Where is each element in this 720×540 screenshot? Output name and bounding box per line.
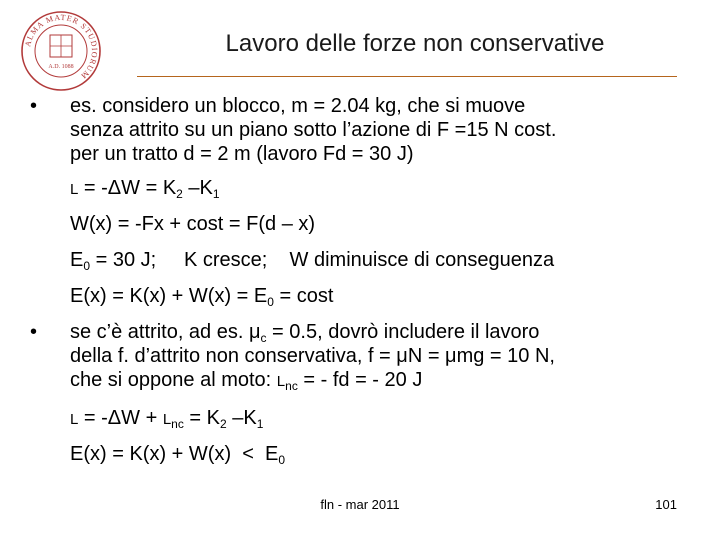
equation-potential: W(x) = -Fx + cost = F(d – x) [70,213,316,235]
bullet-marker: • [30,95,38,117]
title-divider [137,76,677,77]
equation-energy-initial: $E_0 = 30$ J; K cresce; W diminuisce di conseguenza [70,249,555,273]
bullet-2-line-2: della f. d’attrito non conservativa, f = μN = μmg = 10 N, [70,345,555,367]
slide-title: Lavoro delle forze non conservative [225,30,605,57]
equation-energy-decrease: $E(x) = K(x) + W(x) < E_0$ [70,443,286,467]
footer-text: fln - mar 2011 [320,497,400,512]
equation-work-energy: $L = -\Delta W = K_2$ $-K_1$ [70,177,220,201]
equation-work-nonconservative: $L = -\Delta W + L_{nc} = K_2$ $-K_1$ [70,407,264,431]
university-seal-logo [20,10,102,92]
bullet-1-line-2: senza attrito su un piano sotto l’azione di F =15 N cost. [70,119,557,141]
bullet-2-line-3: che si oppone al moto: $L_{nc}$ = - fd = - 20 J [70,369,423,393]
svg-text:ALMA MATER STUDIORUM: ALMA MATER STUDIORUM [23,12,100,81]
bullet-marker: • [30,321,38,343]
bullet-1-line-3: per un tratto d = 2 m (lavoro Fd = 30 J) [70,143,414,165]
page-number: 101 [655,497,677,512]
svg-text:A.D. 1088: A.D. 1088 [48,64,74,70]
equation-energy-conservation: $E(x) = K(x) + W(x) = E_0 = \cos t$ [70,285,334,309]
